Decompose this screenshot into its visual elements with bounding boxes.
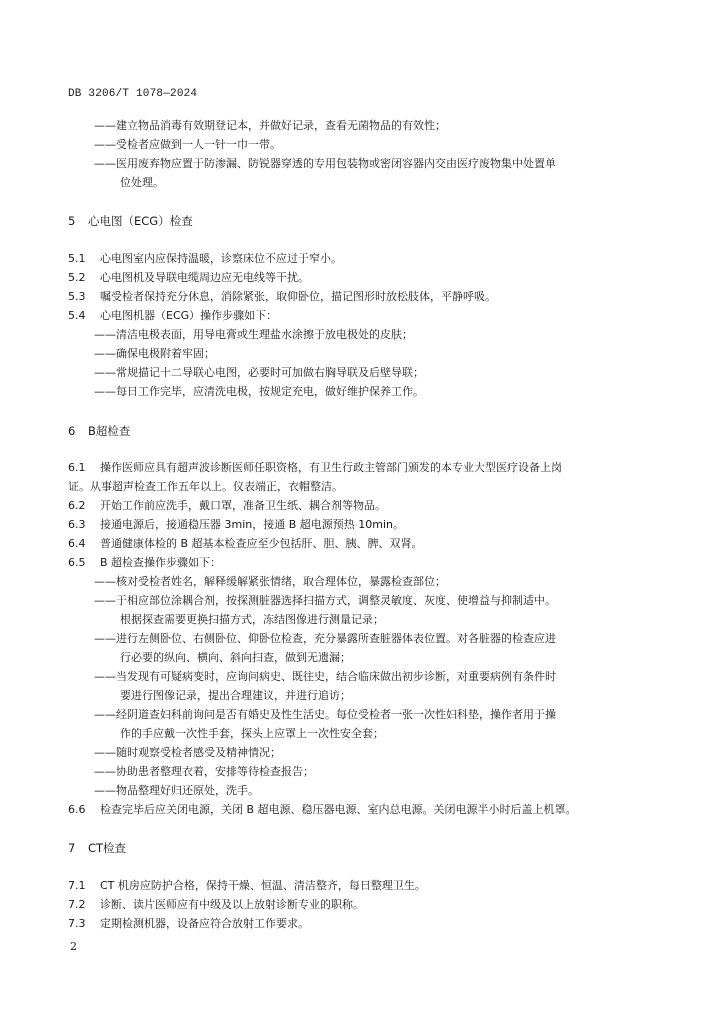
clause-text: 心电图机及导联电缆周边应无电线等干扰。 (100, 271, 309, 284)
clause (68, 917, 309, 931)
clause-number: 5.2 (68, 271, 86, 284)
list-item: ——每日工作完毕，应清洗电极，按规定充电，做好维护保养工作。 (94, 385, 424, 398)
clause (68, 271, 309, 285)
clause (68, 518, 404, 532)
clause-number: 5.3 (68, 290, 86, 303)
section-title: 心电图（ECG）检查 (88, 214, 193, 228)
clause (68, 499, 386, 513)
clause (68, 803, 577, 817)
clause-number: 6.1 (68, 461, 86, 474)
clause-number: 6.6 (68, 803, 86, 816)
list-item: ——物品整理好归还原处，洗手。 (94, 784, 259, 797)
list-item: ——经阴道查妇科前询问是否有婚史及性生活史。每位受检者一张一次性妇科垫，操作者用于操 (94, 708, 556, 721)
clause (68, 461, 562, 475)
section-heading (68, 841, 126, 855)
list-item-continuation: 根据探查需要更换扫描方式，冻结图像进行测量记录； (120, 613, 384, 626)
list-item: ——医用废弃物应置于防渗漏、防锐器穿透的专用包装物或密闭容器内交由医疗废物集中处置单 (94, 157, 556, 170)
clause (68, 537, 423, 551)
clause-text: CT 机房应防护合格，保持干燥、恒温、清洁整齐，每日整理卫生。 (100, 879, 426, 892)
clause-continuation: 证。从事超声检查工作五年以上。仪表端正，衣帽整洁。 (68, 480, 343, 493)
list-item: ——确保电极附着牢固； (94, 347, 215, 360)
clause-text: 嘱受检者保持充分休息，消除紧张，取仰卧位，描记图形时放松肢体，平静呼吸。 (100, 290, 496, 303)
section-title: CT检查 (88, 841, 127, 855)
list-item: ——核对受检者姓名，解释缓解紧张情绪，取合理体位，暴露检查部位； (94, 575, 446, 588)
clause-text: 接通电源后，接通稳压器 3min，接通 B 超电源预热 10min。 (100, 518, 405, 531)
clause-text: 心电图机器（ECG）操作步骤如下： (100, 309, 278, 322)
clause-number: 7.2 (68, 898, 86, 911)
section-number: 5 (68, 214, 76, 228)
section-number: 7 (68, 841, 76, 855)
clause (68, 252, 342, 266)
clause-number: 6.3 (68, 518, 86, 531)
section-heading (68, 214, 193, 228)
clause-number: 6.5 (68, 556, 86, 569)
clause (68, 309, 277, 323)
section-heading (68, 424, 130, 438)
list-item: ——建立物品消毒有效期登记本，并做好记录，查看无菌物品的有效性； (94, 119, 446, 132)
clause-number: 7.3 (68, 917, 86, 930)
clause-text: 定期检测机器，设备应符合放射工作要求。 (100, 917, 309, 930)
clause-text: 心电图室内应保持温暖，诊察床位不应过于窄小。 (100, 252, 342, 265)
clause-number: 6.2 (68, 499, 86, 512)
list-item-continuation: 要进行图像记录，提出合理建议，并进行追访； (120, 689, 351, 702)
clause-number: 7.1 (68, 879, 86, 892)
list-item-continuation: 作的手应戴一次性手套，探头上应罩上一次性安全套； (120, 727, 384, 740)
clause (68, 879, 426, 893)
page-number: 2 (70, 940, 77, 953)
list-item: ——于相应部位涂耦合剂，按探测脏器选择扫描方式，调整灵敏度、灰度、使增益与抑制适中。 (94, 594, 556, 607)
list-item-continuation: 位处理。 (120, 176, 164, 189)
clause-text: 普通健康体检的 B 超基本检查应至少包括肝、胆、胰、脾、双肾。 (100, 537, 423, 550)
section-number: 6 (68, 424, 76, 438)
list-item: ——当发现有可疑病变时，应询问病史、既往史，结合临床做出初步诊断，对重要病例有条件时 (94, 670, 556, 683)
list-item: ——常规描记十二导联心电图，必要时可加做右胸导联及后壁导联； (94, 366, 424, 379)
section-title: B超检查 (88, 424, 131, 438)
list-item: ——进行左侧卧位、右侧卧位、仰卧位检查，充分暴露所查脏器体表位置。对各脏器的检查应进 (94, 632, 556, 645)
clause-text: 诊断、读片医师应有中级及以上放射诊断专业的职称。 (100, 898, 364, 911)
clause (68, 556, 221, 570)
clause-text: 检查完毕后应关闭电源，关闭 B 超电源、稳压器电源、室内总电源。关闭电源半小时后盖上机罩。 (100, 803, 577, 816)
list-item: ——协助患者整理衣着，安排等待检查报告； (94, 765, 314, 778)
clause-number: 5.1 (68, 252, 86, 265)
clause-text: 开始工作前应洗手，戴口罩，准备卫生纸、耦合剂等物品。 (100, 499, 386, 512)
clause-number: 6.4 (68, 537, 86, 550)
clause-text: 操作医师应具有超声波诊断医师任职资格，有卫生行政主管部门颁发的本专业大型医疗设备上岗 (100, 461, 562, 474)
list-item: ——随时观察受检者感受及精神情况； (94, 746, 281, 759)
list-item-continuation: 行必要的纵向、横向、斜向扫查，做到无遗漏； (120, 651, 351, 664)
list-item: ——受检者应做到一人一针一巾一带。 (94, 138, 281, 151)
document-header: DB 3206/T 1078—2024 (68, 88, 198, 100)
clause (68, 898, 364, 912)
clause-text: B 超检查操作步骤如下： (100, 556, 222, 569)
clause (68, 290, 496, 304)
clause-number: 5.4 (68, 309, 86, 322)
list-item: ——清洁电极表面，用导电膏或生理盐水涂擦于放电极处的皮肤； (94, 328, 413, 341)
